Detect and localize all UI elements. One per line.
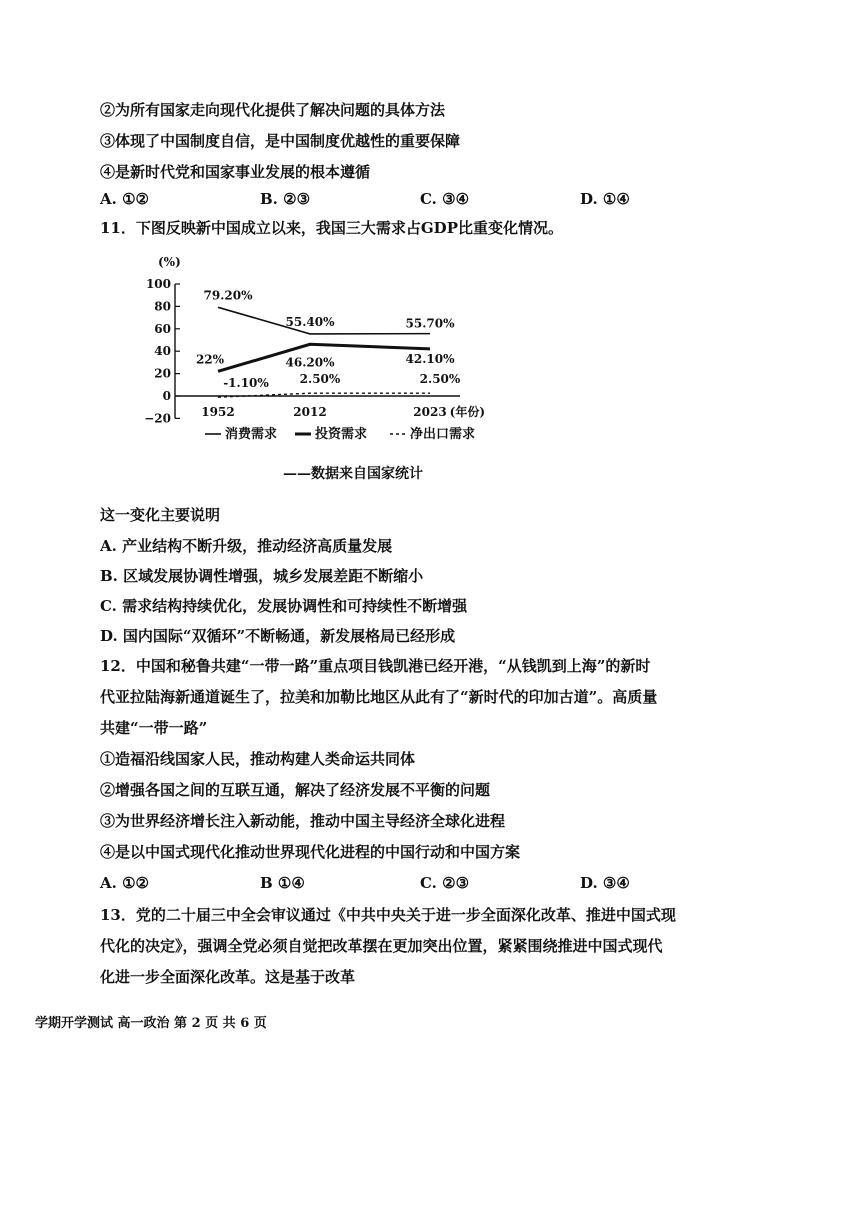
q10-statement-3: ③体现了中国制度自信，是中国制度优越性的重要保障	[100, 132, 461, 150]
y-tick-label: 80	[154, 299, 171, 314]
q10-statement-4: ④是新时代党和国家事业发展的根本遵循	[100, 163, 371, 181]
data-label: 42.10%	[405, 351, 455, 366]
q12-statement-2: ②增强各国之间的互联互通，解决了经济发展不平衡的问题	[100, 781, 491, 799]
chart-source: ——数据来自国家统计	[283, 466, 423, 482]
q11-option-c[interactable]: C. 需求结构持续优化，发展协调性和可持续性不断增强	[100, 597, 468, 615]
q10-option-c[interactable]: C. ③④	[420, 190, 470, 208]
q10-option-a[interactable]: A. ①②	[100, 190, 149, 208]
q12-stem-2: 代亚拉陆海新通道诞生了，拉美和加勒比地区从此有了“新时代的印加古道”。高质量	[100, 688, 658, 706]
x-tick-label: 2023	[413, 405, 447, 419]
y-axis-label: (%)	[158, 255, 181, 269]
x-axis-label: (年份)	[449, 405, 485, 419]
y-tick-label: 100	[145, 277, 171, 291]
x-tick-label: 2012	[293, 405, 327, 419]
q11-question: 这一变化主要说明	[100, 506, 221, 524]
q11-stem: 11．下图反映新中国成立以来，我国三大需求占GDP比重变化情况。	[100, 219, 563, 237]
y-tick-label: 20	[154, 366, 171, 381]
q11-option-a[interactable]: A. 产业结构不断升级，推动经济高质量发展	[100, 537, 393, 555]
data-label: 46.20%	[285, 355, 335, 370]
q12-stem-3: 共建“一带一路”	[100, 719, 208, 737]
q12-option-d[interactable]: D. ③④	[580, 874, 630, 892]
q12-statement-4: ④是以中国式现代化推动世界现代化进程的中国行动和中国方案	[100, 843, 521, 861]
q12-statement-1: ①造福沿线国家人民，推动构建人类命运共同体	[100, 750, 416, 768]
q12-statement-3: ③为世界经济增长注入新动能，推动中国主导经济全球化进程	[100, 812, 506, 830]
q12-stem-1: 12．中国和秘鲁共建“一带一路”重点项目钱凯港已经开港，“从钱凯到上海”的新时	[100, 657, 651, 675]
y-tick-label: 40	[154, 344, 171, 359]
data-label: 2.50%	[299, 372, 341, 387]
legend-label: 投资需求	[315, 427, 368, 442]
y-tick-label: −20	[144, 411, 171, 426]
y-tick-label: 60	[154, 321, 171, 336]
q13-stem-3: 化进一步全面深化改革。这是基于改革	[100, 968, 356, 986]
q11-option-b[interactable]: B. 区域发展协调性增强，城乡发展差距不断缩小	[100, 567, 424, 585]
data-label: 55.70%	[405, 316, 455, 331]
q10-statement-2: ②为所有国家走向现代化提供了解决问题的具体方法	[100, 101, 446, 119]
q12-option-a[interactable]: A. ①②	[100, 874, 149, 892]
legend-label: 净出口需求	[410, 427, 476, 442]
data-label: 79.20%	[203, 288, 253, 303]
q11-option-d[interactable]: D. 国内国际“双循环”不断畅通，新发展格局已经形成	[100, 627, 456, 645]
x-tick-label: 1952	[201, 405, 235, 419]
q10-option-b[interactable]: B. ②③	[260, 190, 311, 208]
q13-stem-1: 13．党的二十届三中全会审议通过《中共中央关于进一步全面深化改革、推进中国式现	[100, 906, 676, 924]
q12-option-b[interactable]: B ①④	[260, 874, 305, 892]
gdp-demand-chart	[130, 248, 490, 448]
q12-option-c[interactable]: C. ②③	[420, 874, 470, 892]
q10-option-d[interactable]: D. ①④	[580, 190, 630, 208]
q13-stem-2: 代化的决定》，强调全党必须自觉把改革摆在更加突出位置，紧紧围绕推进中国式现代	[100, 937, 663, 955]
data-label: 55.40%	[285, 314, 335, 329]
data-label: 2.50%	[419, 372, 461, 387]
legend-label: 消费需求	[225, 427, 278, 442]
y-tick-label: 0	[162, 389, 171, 403]
page-footer: 学期开学测试 高一政治 第 2 页 共 6 页	[35, 1016, 267, 1031]
data-label: -1.10%	[223, 376, 269, 391]
data-label: 22%	[195, 352, 225, 367]
